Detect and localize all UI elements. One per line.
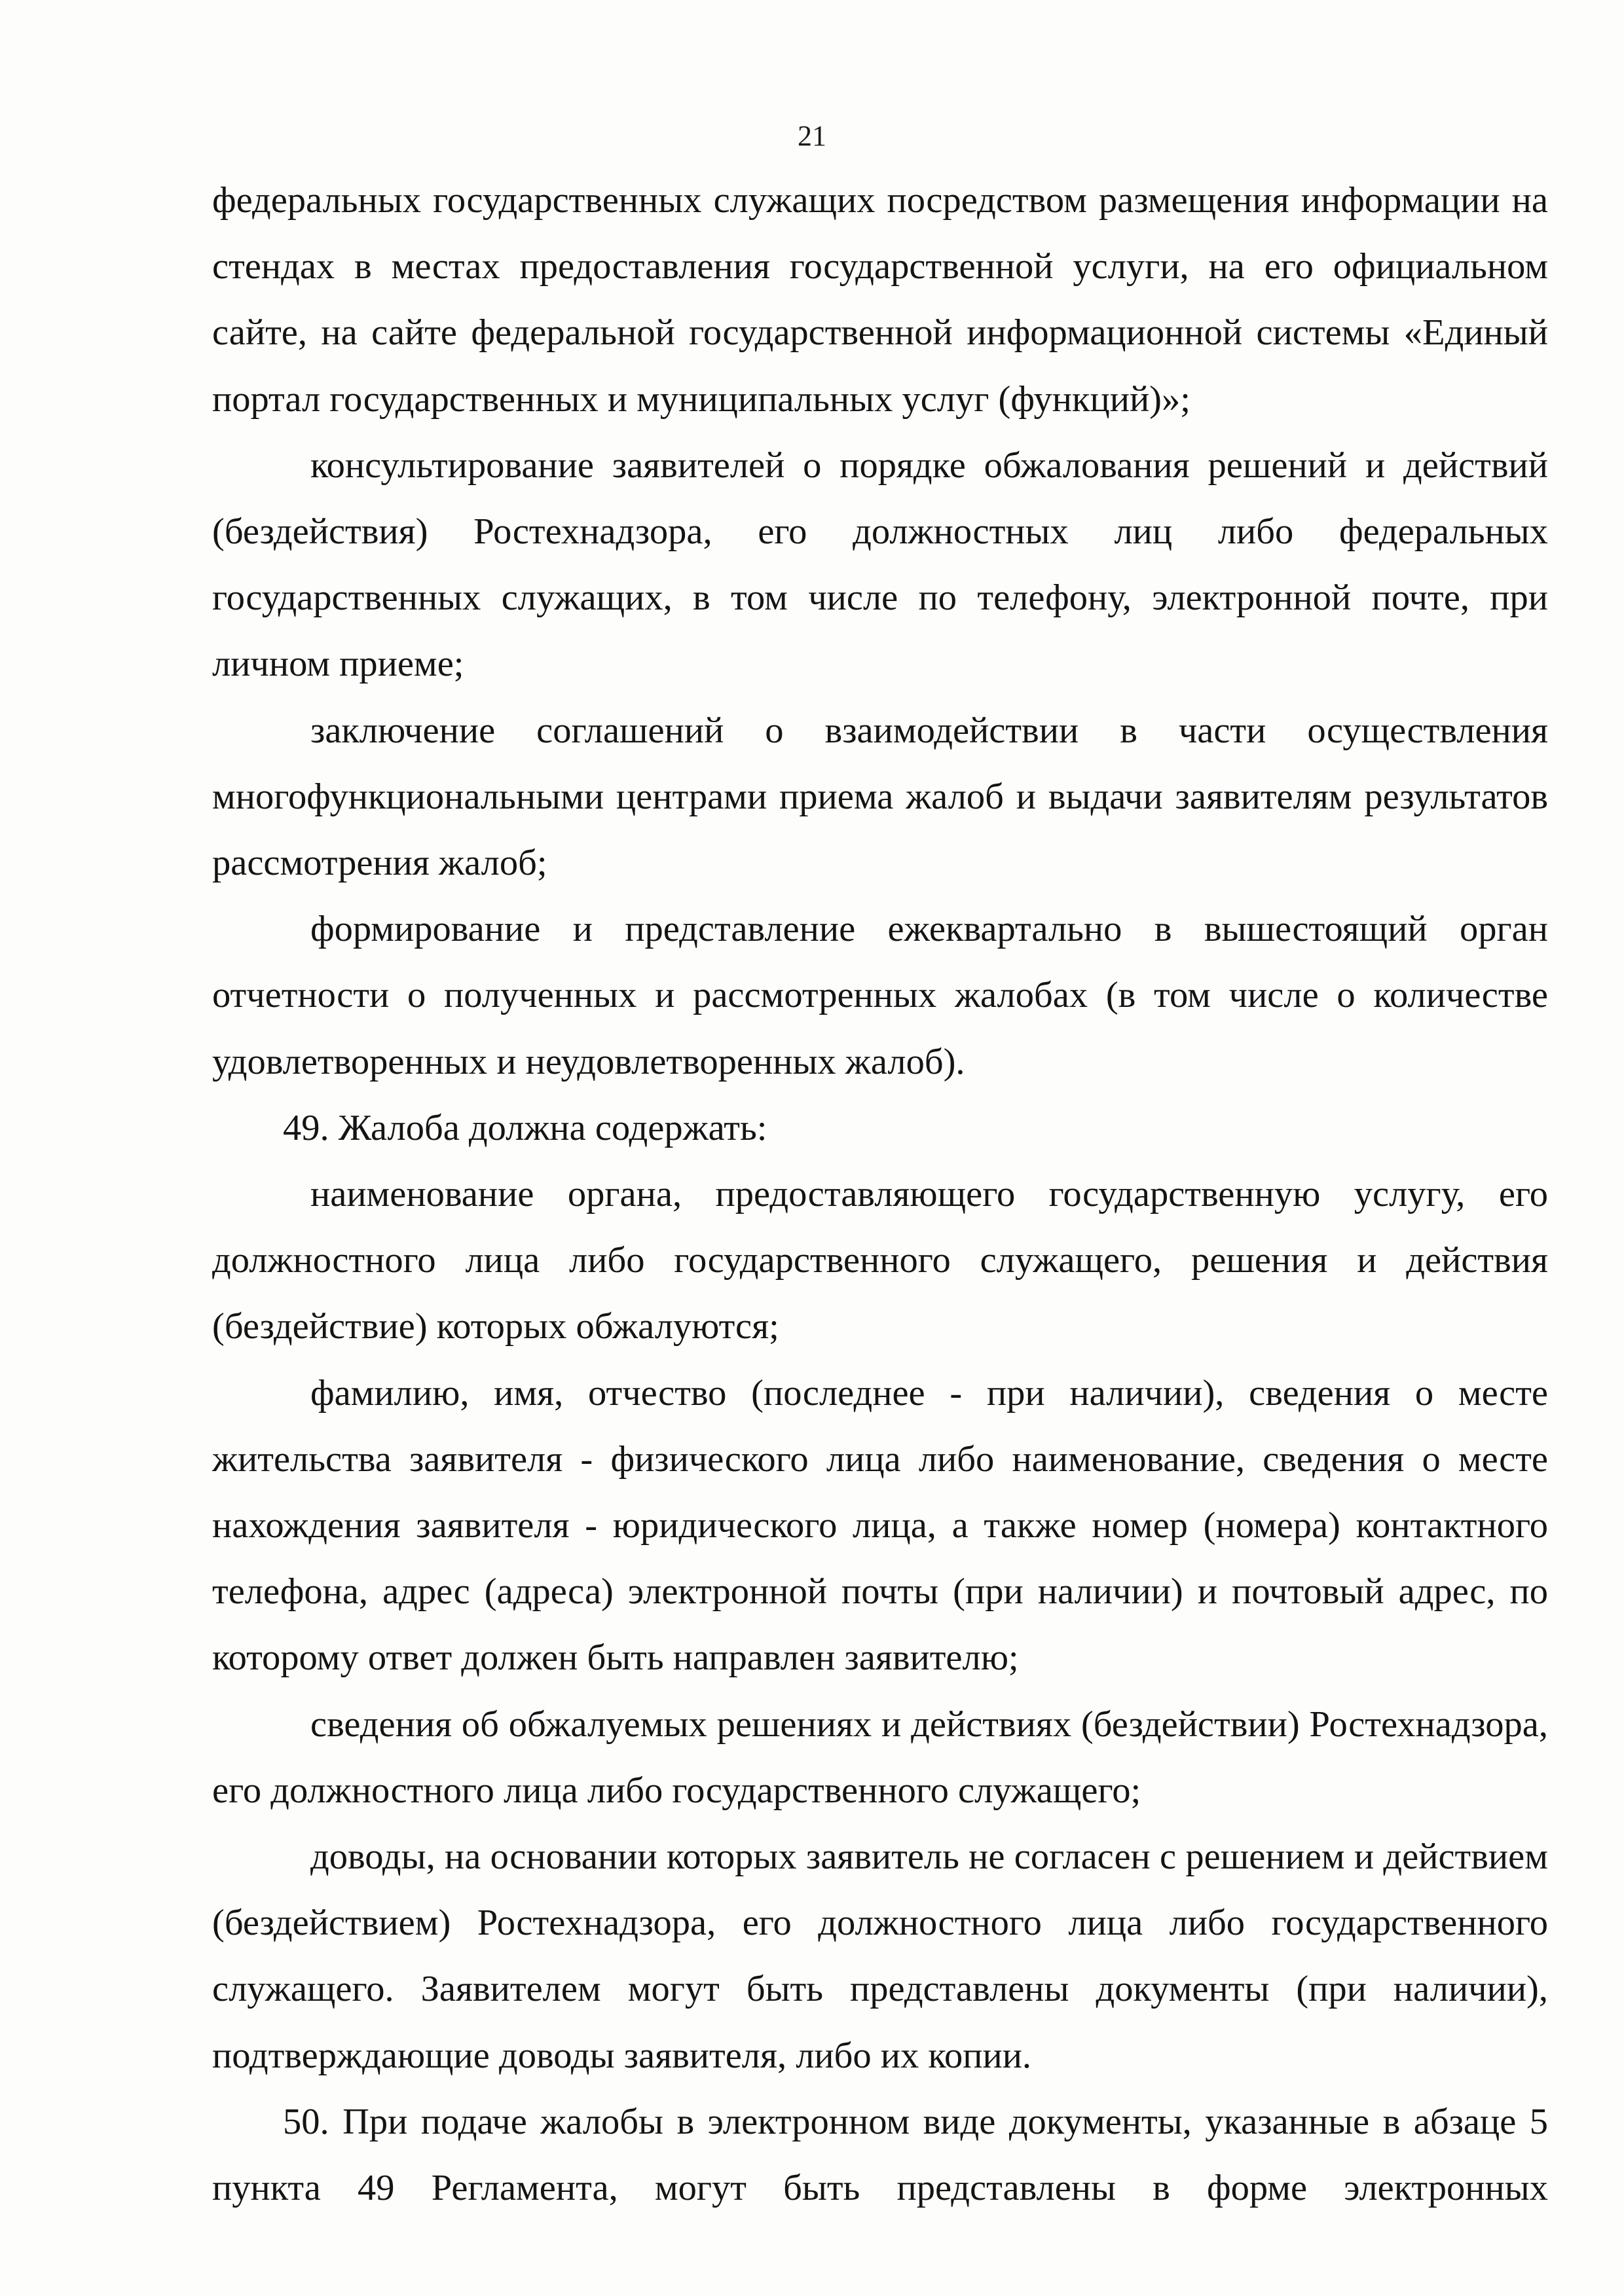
paragraph-appealed-decisions: сведения об обжалуемых решениях и действиях (бездействии) Ростехнадзора, его должностного лица либо государственного служащего; — [212, 1704, 1548, 1811]
paragraph-consulting: консультирование заявителей о порядке обжалования решений и действий (бездействия) Ростехнадзора, его должностных лиц либо федеральных государственных служащих, в том числе по телефону, электронной почте, при личном приеме; — [212, 445, 1548, 685]
paragraph-reporting: формирование и представление ежеквартально в вышестоящий орган отчетности о полученных и рассмотренных жалобах (в том числе о количестве удовлетворенных и неудовлетворенных жалоб). — [212, 909, 1548, 1082]
paragraph-item-49: 49. Жалоба должна содержать: — [283, 1107, 767, 1148]
paragraph-agreements: заключение соглашений о взаимодействии в части осуществления многофункциональными центрами приема жалоб и выдачи заявителям результатов рассмотрения жалоб; — [212, 710, 1548, 884]
paragraph-continuation: федеральных государственных служащих посредством размещения информации на стендах в местах предоставления государственной услуги, на его официальном сайте, на сайте федеральной государственной информационной системы «Единый портал государственных и муниципальных услуг (функций)»; — [212, 180, 1548, 420]
paragraph-item-50: 50. При подаче жалобы в электронном виде документы, указанные в абзаце 5 пункта 49 Регламента, могут быть представлены в форме электронных — [212, 2101, 1548, 2209]
paragraph-applicant-info: фамилию, имя, отчество (последнее - при наличии), сведения о месте жительства заявителя - физического лица либо наименование, сведения о месте нахождения заявителя - юридического лица, а также номер (номера) контактного телефона, адрес (адреса) электронной почты (при наличии) и почтовый адрес, по которому ответ должен быть направлен заявителю; — [212, 1372, 1548, 1679]
document-body — [212, 168, 1548, 2221]
paragraph-arguments: доводы, на основании которых заявитель не согласен с решением и действием (бездействием) Ростехнадзора, его должностного лица либо государственного служащего. Заявителем могут быть представлены документы (при наличии), подтверждающие доводы заявителя, либо их копии. — [212, 1836, 1548, 2076]
page-number: 21 — [798, 120, 826, 152]
paragraph-organ-name: наименование органа, предоставляющего государственную услугу, его должностного лица либо государственного служащего, решения и действия (бездействие) которых обжалуются; — [212, 1174, 1548, 1347]
